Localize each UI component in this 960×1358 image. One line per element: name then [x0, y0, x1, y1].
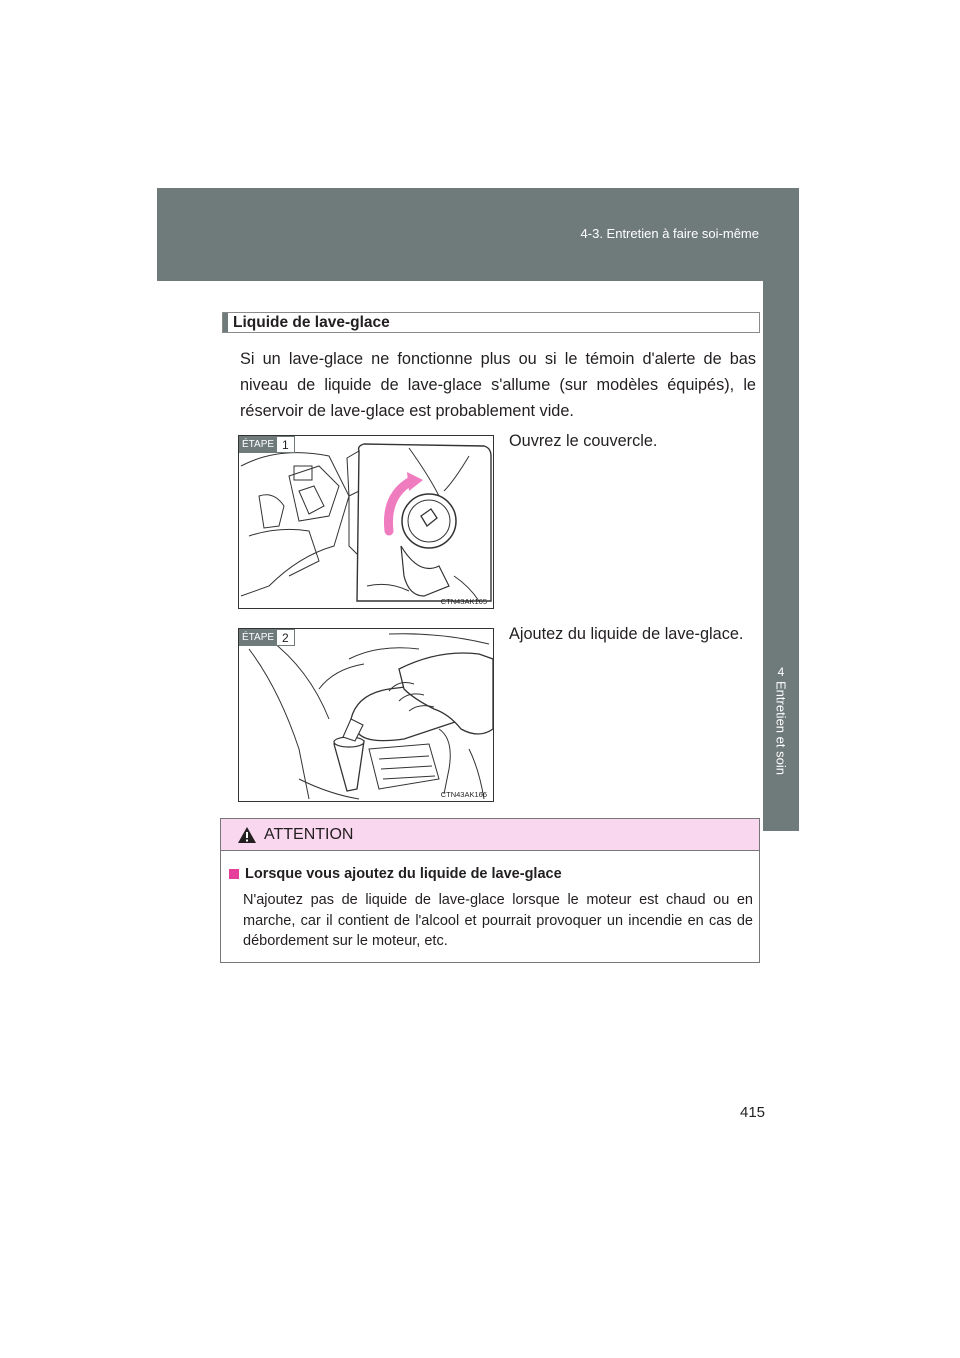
attention-header [221, 819, 759, 851]
figure-code-2: CTN43AK166 [440, 790, 487, 799]
header-band [157, 188, 799, 281]
warning-triangle-icon [237, 826, 257, 844]
step-badge-number: 2 [277, 629, 295, 646]
step-badge-2 [239, 629, 295, 646]
square-bullet-icon [229, 869, 239, 879]
figure-step-1 [238, 435, 494, 609]
figure-code-1: CTN43AK165 [440, 597, 487, 606]
refill-illustration [239, 629, 494, 802]
attention-subtitle-text: Lorsque vous ajoutez du liquide de lave-glace [245, 866, 562, 882]
attention-box [220, 818, 760, 963]
chapter-side-tab [763, 281, 799, 831]
step-badge-label: ÉTAPE [239, 629, 277, 646]
step-1-instruction: Ouvrez le couvercle. [509, 432, 658, 450]
attention-label: ATTENTION [264, 825, 354, 843]
attention-body: N'ajoutez pas de liquide de lave-glace lorsque le moteur est chaud ou en marche, car il contient de l'alcool et pourrait provoquer un incendie en cas de débordement sur le moteur, etc. [243, 892, 753, 949]
step-badge-number: 1 [277, 436, 295, 453]
washer-cap-illustration [239, 436, 494, 609]
running-header: 4-3. Entretien à faire soi-même [580, 226, 759, 241]
figure-step-2 [238, 628, 494, 802]
page-number: 415 [740, 1104, 766, 1121]
step-badge-1 [239, 436, 295, 453]
attention-subtitle [229, 866, 562, 882]
section-title: Liquide de lave-glace [222, 312, 760, 333]
intro-paragraph: Si un lave-glace ne fonctionne plus ou si le témoin d'alerte de bas niveau de liquide de lave-glace s'allume (sur modèles équipés), le réservoir de lave-glace est probablement vide. [240, 350, 756, 420]
step-2-instruction: Ajoutez du liquide de lave-glace. [509, 625, 744, 643]
chapter-title: Entretien et soin [773, 681, 789, 775]
chapter-number: 4 [777, 665, 785, 679]
step-badge-label: ÉTAPE [239, 436, 277, 453]
